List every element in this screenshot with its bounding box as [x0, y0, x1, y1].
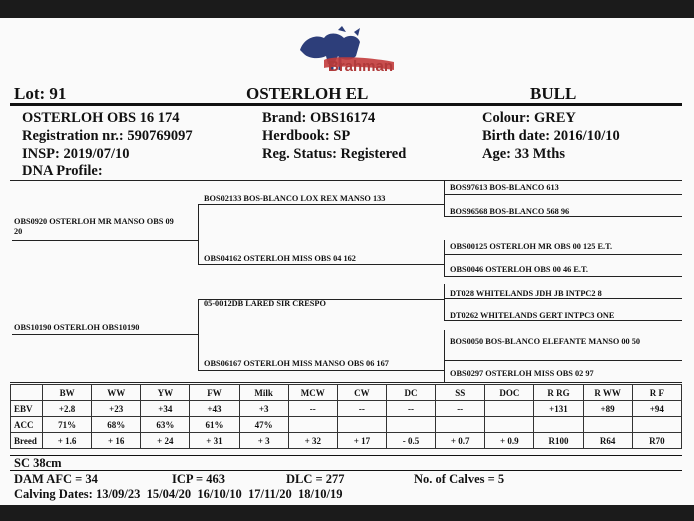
sds-line [444, 254, 682, 255]
table-cell: 68% [92, 417, 141, 433]
dsd-line [444, 320, 682, 321]
brand-number: Brand: OBS16174 [262, 110, 376, 126]
birth-date: Birth date: 2016/10/10 [482, 128, 620, 144]
dam-afc: DAM AFC = 34 [14, 472, 98, 486]
dss-line [444, 298, 682, 299]
table-cell [485, 401, 534, 417]
table-row [11, 401, 682, 417]
table-cell: -- [337, 401, 386, 417]
number-of-calves: No. of Calves = 5 [414, 472, 505, 486]
ssd-line [444, 216, 682, 217]
table-cell [583, 417, 632, 433]
column-header: WW [92, 385, 141, 401]
icp: ICP = 463 [172, 472, 225, 486]
sss-line [444, 194, 682, 195]
animal-sex: BULL [530, 84, 577, 103]
table-cell: +23 [92, 401, 141, 417]
table-cell: -- [436, 401, 485, 417]
table-cell: - 0.5 [386, 433, 435, 449]
table-cell [632, 417, 681, 433]
scrotal-circumference: SC 38cm [14, 456, 62, 470]
table-cell: + 31 [190, 433, 239, 449]
table-cell [288, 417, 337, 433]
table-cell [386, 417, 435, 433]
ss-line [198, 204, 444, 205]
column-header: R RG [534, 385, 583, 401]
dlc: DLC = 277 [286, 472, 345, 486]
registration-number: Registration nr.: 590769097 [22, 128, 193, 144]
table-cell [337, 417, 386, 433]
animal-name: OSTERLOH EL [246, 84, 369, 103]
column-header: R F [632, 385, 681, 401]
sd-bracket [444, 240, 445, 276]
table-cell: +2.8 [43, 401, 92, 417]
dss-name: DT028 WHITELANDS JDH JB INTPC2 8 [450, 289, 602, 298]
footer-rule [10, 455, 682, 456]
column-header: MCW [288, 385, 337, 401]
table-cell: +94 [632, 401, 681, 417]
column-header: DC [386, 385, 435, 401]
table-cell: R70 [632, 433, 681, 449]
table-cell: + 24 [141, 433, 190, 449]
row-label [11, 385, 43, 401]
table-cell: 47% [239, 417, 288, 433]
table-cell: +43 [190, 401, 239, 417]
ds-bracket [444, 284, 445, 320]
table-cell [534, 417, 583, 433]
sdd-line [444, 276, 682, 277]
age: Age: 33 Mths [482, 146, 565, 162]
colour: Colour: GREY [482, 110, 576, 126]
table-row [11, 433, 682, 449]
column-header: DOC [485, 385, 534, 401]
dd-bracket [444, 330, 445, 382]
table-cell: + 1.6 [43, 433, 92, 449]
sire-name: OBS0920 OSTERLOH MR MANSO OBS 09 20 [14, 217, 174, 236]
herdbook: Herdbook: SP [262, 128, 351, 144]
table-cell: 61% [190, 417, 239, 433]
table-cell [436, 417, 485, 433]
brahman-logo-text: Brahman [328, 58, 394, 75]
column-header: Milk [239, 385, 288, 401]
column-header: FW [190, 385, 239, 401]
registration-status: Reg. Status: Registered [262, 146, 407, 162]
row-label: Breed [11, 433, 43, 449]
catalogue-page [0, 18, 694, 505]
column-header: BW [43, 385, 92, 401]
table-cell: 71% [43, 417, 92, 433]
table-cell: + 0.7 [436, 433, 485, 449]
dam-dam-name: OBS06167 OSTERLOH MISS MANSO OBS 06 167 [204, 359, 389, 368]
row-label: EBV [11, 401, 43, 417]
ss-bracket [444, 180, 445, 216]
sire-sire-name: BOS02133 BOS-BLANCO LOX REX MANSO 133 [204, 194, 386, 203]
animal-id: OSTERLOH OBS 16 174 [22, 110, 180, 126]
dds-line [444, 360, 682, 361]
row-label: ACC [11, 417, 43, 433]
pedigree-top-rule [10, 180, 682, 181]
footer-rule-2 [10, 470, 682, 471]
sire-bracket [198, 204, 199, 264]
column-header: YW [141, 385, 190, 401]
ebv-table [10, 384, 682, 449]
table-row [11, 417, 682, 433]
dam-line [12, 334, 198, 335]
calving-dates: Calving Dates: 13/09/23 15/04/20 16/10/10 17/11/20 18/10/19 [14, 487, 343, 501]
header-rule [10, 103, 682, 106]
dam-name: OBS10190 OSTERLOH OBS10190 [14, 323, 140, 332]
sd-line [198, 264, 444, 265]
dd-line [198, 370, 444, 371]
pedigree-bottom-rule [10, 382, 682, 383]
table-cell: -- [288, 401, 337, 417]
table-cell [485, 417, 534, 433]
sss-name: BOS97613 BOS-BLANCO 613 [450, 183, 559, 192]
sds-name: OBS00125 OSTERLOH MR OBS 00 125 E.T. [450, 242, 613, 251]
table-cell: + 32 [288, 433, 337, 449]
table-cell: + 17 [337, 433, 386, 449]
dam-bracket [198, 299, 199, 370]
column-header: CW [337, 385, 386, 401]
lot-number: Lot: 91 [14, 84, 67, 103]
ssd-name: BOS96568 BOS-BLANCO 568 96 [450, 207, 570, 216]
sire-line [12, 240, 198, 241]
table-cell: -- [386, 401, 435, 417]
table-cell: +3 [239, 401, 288, 417]
table-cell: + 0.9 [485, 433, 534, 449]
dna-profile: DNA Profile: [22, 163, 103, 179]
column-header: R WW [583, 385, 632, 401]
table-cell: +34 [141, 401, 190, 417]
insp-date: INSP: 2019/07/10 [22, 146, 130, 162]
dds-name: BOS0050 BOS-BLANCO ELEFANTE MANSO 00 50 [450, 337, 641, 346]
column-header: SS [436, 385, 485, 401]
table-header-row [11, 385, 682, 401]
dam-sire-name: 05-0012DB LARED SIR CRESPO [204, 299, 326, 308]
sire-dam-name: OBS04162 OSTERLOH MISS OBS 04 162 [204, 254, 356, 263]
dsd-name: DT0262 WHITELANDS GERT INTPC3 ONE [450, 311, 615, 320]
table-cell: 63% [141, 417, 190, 433]
table-cell: R100 [534, 433, 583, 449]
table-cell: R64 [583, 433, 632, 449]
table-cell: + 3 [239, 433, 288, 449]
table-cell: +89 [583, 401, 632, 417]
sdd-name: OBS0046 OSTERLOH OBS 00 46 E.T. [450, 265, 588, 274]
table-cell: +131 [534, 401, 583, 417]
ddd-name: OBS0297 OSTERLOH MISS OBS 02 97 [450, 369, 594, 378]
table-cell: + 16 [92, 433, 141, 449]
